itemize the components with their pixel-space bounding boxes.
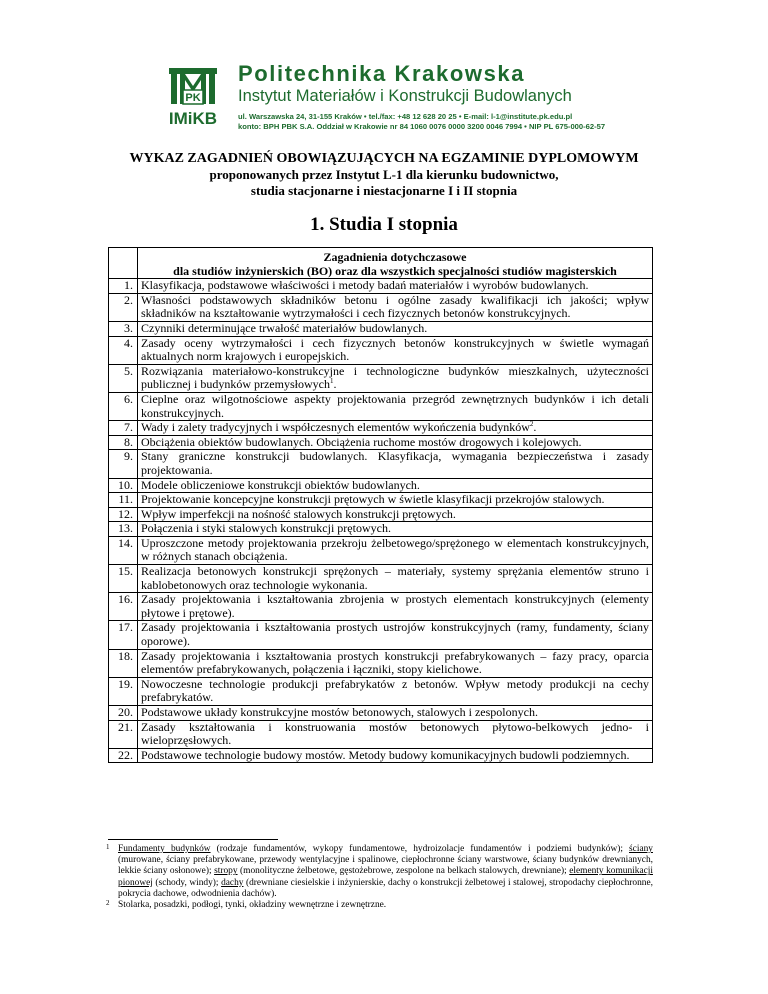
footnote-separator bbox=[108, 839, 278, 840]
letterhead bbox=[160, 62, 640, 132]
table-row bbox=[109, 293, 653, 321]
row-number: 3. bbox=[109, 321, 138, 336]
row-number: 14. bbox=[109, 536, 138, 564]
document-title: WYKAZ ZAGADNIEŃ OBOWIĄZUJĄCYCH NA EGZAMINIE DYPLOMOWYM bbox=[129, 151, 639, 166]
row-text-cell bbox=[138, 336, 653, 364]
row-text: Projektowanie koncepcyjne konstrukcji prętowych w świetle klasyfikacji przekrojów stalowych. bbox=[141, 492, 605, 507]
row-text-cell bbox=[138, 621, 653, 649]
table-row bbox=[109, 336, 653, 364]
logo-text-bottom: IMiKB bbox=[168, 109, 218, 128]
table-row bbox=[109, 321, 653, 336]
row-text-cell bbox=[138, 293, 653, 321]
fn1-term-stropy: stropy bbox=[214, 866, 238, 877]
row-text-cell bbox=[138, 720, 653, 748]
fn1-term-sciany: ściany bbox=[629, 844, 653, 854]
row-text: Stany graniczne konstrukcji budowlanych. Klasyfikacja, wymagania bezpieczeństwa i zasady projektowania. bbox=[141, 449, 649, 477]
row-number: 17. bbox=[109, 621, 138, 649]
row-number: 22. bbox=[109, 748, 138, 763]
row-number: 8. bbox=[109, 435, 138, 450]
university-logo bbox=[160, 66, 226, 128]
row-number: 1. bbox=[109, 279, 138, 294]
table-row bbox=[109, 478, 653, 493]
row-text-cell bbox=[138, 392, 653, 420]
table-row bbox=[109, 748, 653, 763]
table-row bbox=[109, 279, 653, 294]
fn1-text-1: (rodzaje fundamentów, wykopy fundamentowe, hydroizolacje fundamentów i podziemi budynków); bbox=[210, 844, 630, 854]
row-text: Obciążenia obiektów budowlanych. Obciążenia ruchome mostów drogowych i kolejowych. bbox=[141, 434, 582, 449]
row-text: Zasady projektowania i kształtowania zbrojenia w prostych elementach konstrukcyjnych (elementy płytowe i prętowe). bbox=[141, 592, 649, 620]
row-text-cell bbox=[138, 706, 653, 721]
row-text: Realizacja betonowych konstrukcji sprężonych – materiały, systemy sprężania elementów struno i kablobetonowych oraz technologie wykonania. bbox=[141, 564, 649, 592]
row-number: 10. bbox=[109, 478, 138, 493]
footnote-2-mark: 2 bbox=[106, 899, 110, 908]
row-text: Rozwiązania materiałowo-konstrukcyjne i technologiczne budynków mieszkalnych, użyteczności publicznej i budynków przemysłowych bbox=[141, 363, 649, 392]
row-text-tail: . bbox=[333, 377, 337, 392]
footnote-1 bbox=[108, 844, 653, 900]
row-number: 21. bbox=[109, 720, 138, 748]
fn1-text-5: (drewniane ciesielskie i inżynierskie, dachy o konstrukcji żelbetowej i stalowej, stropodachy ciepłochronne, pokrycia dachowe, odwodnienia dachów). bbox=[118, 877, 653, 899]
fn1-text-2: (murowane, ściany prefabrykowane, przewody wentylacyjne i spalinowe, ciepłochronne ściany warstwowe, ściany budynków drewnianych, lekkie ściany osłonowe); bbox=[118, 855, 653, 877]
row-text: Zasady kształtowania i konstruowania mostów betonowych płytowo-belkowych jedno- i wieloprzęsłowych. bbox=[141, 719, 649, 748]
row-number: 16. bbox=[109, 593, 138, 621]
row-text-cell bbox=[138, 565, 653, 593]
document-subtitle-line2: studia stacjonarne i niestacjonarne I i II stopnia bbox=[250, 183, 518, 198]
footnote-ref: 2 bbox=[529, 420, 534, 429]
table-row bbox=[109, 621, 653, 649]
table-row bbox=[109, 493, 653, 508]
row-text-cell bbox=[138, 421, 653, 436]
row-number: 2. bbox=[109, 293, 138, 321]
table-row bbox=[109, 507, 653, 522]
row-text-cell bbox=[138, 522, 653, 537]
row-text: Zasady projektowania i kształtowania prostych ustrojów konstrukcyjnych (ramy, fundamenty, ściany oporowe). bbox=[141, 620, 649, 649]
row-text: Modele obliczeniowe konstrukcji obiektów budowlanych. bbox=[141, 477, 420, 492]
footnotes bbox=[108, 844, 653, 911]
header-line2: dla studiów inżynierskich (BO) oraz dla wszystkich specjalności studiów magisterskich bbox=[173, 263, 617, 278]
row-text: Klasyfikacja, podstawowe właściwości i metody badań materiałów i wyrobów budowlanych. bbox=[141, 278, 589, 293]
row-number: 5. bbox=[109, 364, 138, 392]
table-row bbox=[109, 565, 653, 593]
header-line1: Zagadnienia dotychczasowe bbox=[323, 250, 467, 264]
footnote-2-text: Stolarka, posadzki, podłogi, tynki, okładziny wewnętrzne i zewnętrzne. bbox=[118, 900, 387, 911]
row-text: Wpływ imperfekcji na nośność stalowych konstrukcji prętowych. bbox=[141, 506, 456, 521]
row-text-tail: . bbox=[533, 420, 537, 435]
fn1-text-3: (monolityczne żelbetowe, gęstożebrowe, zespolone na belkach stalowych, drewniane); bbox=[237, 866, 570, 877]
fn1-term-komunikacja: elementy komunikacji pionowej bbox=[118, 866, 653, 888]
row-text: Podstawowe układy konstrukcyjne mostów betonowych, stalowych i zespolonych. bbox=[141, 705, 538, 719]
footnote-ref: 1 bbox=[329, 377, 334, 386]
fn1-term-fundamenty: Fundamenty budynków bbox=[118, 844, 211, 854]
row-text-cell bbox=[138, 493, 653, 508]
row-text-cell bbox=[138, 435, 653, 450]
row-text: Cieplne oraz wilgotnościowe aspekty projektowania przegród zewnętrznych budynków i ich detali konstrukcyjnych. bbox=[141, 391, 649, 420]
row-text: Wady i zalety tradycyjnych i współczesnych elementów wykończenia budynków bbox=[141, 420, 530, 435]
header-cell bbox=[138, 248, 653, 279]
table-row bbox=[109, 450, 653, 478]
row-number: 7. bbox=[109, 421, 138, 436]
fn1-text-4: (schody, windy); bbox=[152, 877, 222, 888]
section-heading: 1. Studia I stopnia bbox=[310, 214, 458, 235]
row-text-cell bbox=[138, 748, 653, 763]
row-text-cell bbox=[138, 593, 653, 621]
row-number: 18. bbox=[109, 649, 138, 677]
row-text-cell bbox=[138, 649, 653, 677]
row-number: 19. bbox=[109, 677, 138, 705]
row-text: Uproszczone metody projektowania przekroju żelbetowego/sprężonego w elementach konstrukcyjnych, w różnych stanach obciążenia. bbox=[141, 535, 649, 564]
topics-table bbox=[108, 247, 653, 763]
row-number: 12. bbox=[109, 507, 138, 522]
row-text: Podstawowe technologie budowy mostów. Metody budowy komunikacyjnych budowli podziemnych. bbox=[141, 747, 630, 762]
footnote-2 bbox=[108, 900, 653, 911]
table-row bbox=[109, 536, 653, 564]
row-number: 15. bbox=[109, 565, 138, 593]
row-text-cell bbox=[138, 279, 653, 294]
bank-account: konto: BPH PBK S.A. Oddział w Krakowie nr 84 1060 0076 0000 3200 0046 7994 • NIP PL 675-000-62-57 bbox=[238, 122, 606, 131]
row-number: 4. bbox=[109, 336, 138, 364]
row-text: Połączenia i styki stalowych konstrukcji prętowych. bbox=[141, 521, 391, 536]
row-text-cell bbox=[138, 677, 653, 705]
table-header-row bbox=[109, 248, 653, 279]
institute-address: ul. Warszawska 24, 31-155 Kraków • tel./fax: +48 12 628 20 25 • E-mail: l-1@institute.pk.edu.pl bbox=[238, 112, 573, 121]
table-row bbox=[109, 677, 653, 705]
table-row bbox=[109, 364, 653, 392]
logo-text-top: PK bbox=[185, 92, 201, 104]
row-text: Zasady oceny wytrzymałości i cech fizycznych betonów konstrukcyjnych w świetle wymagań aktualnych norm krajowych i europejskich. bbox=[141, 335, 649, 364]
row-text-cell bbox=[138, 364, 653, 392]
row-text: Nowoczesne technologie produkcji prefabrykatów z betonów. Wpływ metody produkcji na cechy prefabrykatów. bbox=[141, 676, 649, 705]
row-text: Własności podstawowych składników betonu i ogólne zasady kwalifikacji ich jakości; wpływ składników na kształtowanie wytrzymałości i cech fizycznych betonów konstrukcyjnych. bbox=[141, 292, 649, 321]
institute-name: Instytut Materiałów i Konstrukcji Budowlanych bbox=[238, 87, 572, 105]
table-row bbox=[109, 720, 653, 748]
row-text: Czynniki determinujące trwałość materiałów budowlanych. bbox=[141, 320, 428, 335]
row-number: 9. bbox=[109, 450, 138, 478]
row-text: Zasady projektowania i kształtowania prostych konstrukcji prefabrykowanych – fazy pracy, oparcia elementów prefabrykowanych, połączenia i łączniki, stopy kielichowe. bbox=[141, 648, 649, 677]
document-subtitle-line1: proponowanych przez Instytut L-1 dla kierunku budownictwo, bbox=[209, 167, 559, 182]
table-row bbox=[109, 421, 653, 436]
row-text-cell bbox=[138, 450, 653, 478]
row-number: 11. bbox=[109, 493, 138, 508]
row-text-cell bbox=[138, 536, 653, 564]
row-text-cell bbox=[138, 507, 653, 522]
organization-name: Politechnika Krakowska bbox=[238, 61, 526, 86]
row-text-cell bbox=[138, 321, 653, 336]
table-row bbox=[109, 593, 653, 621]
fn1-term-dachy: dachy bbox=[221, 877, 244, 888]
table-row bbox=[109, 392, 653, 420]
row-number: 6. bbox=[109, 392, 138, 420]
table-row bbox=[109, 522, 653, 537]
footnote-1-mark: 1 bbox=[106, 843, 110, 851]
table-row bbox=[109, 435, 653, 450]
row-text-cell bbox=[138, 478, 653, 493]
table-row bbox=[109, 706, 653, 721]
row-number: 13. bbox=[109, 522, 138, 537]
row-number: 20. bbox=[109, 706, 138, 721]
table-row bbox=[109, 649, 653, 677]
header-num-cell bbox=[109, 248, 138, 279]
